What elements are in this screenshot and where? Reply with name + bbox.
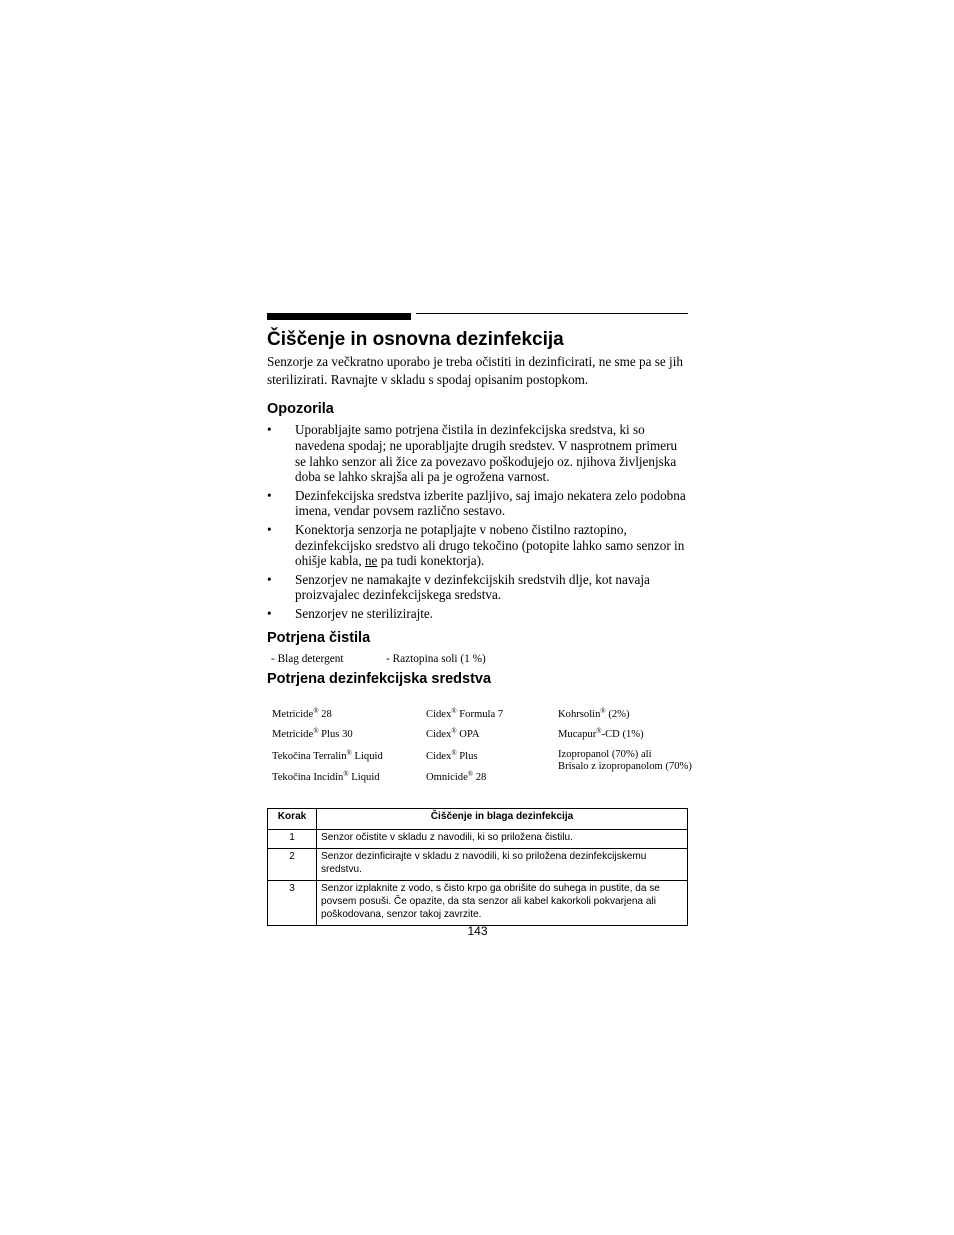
registered-mark: ® [451, 727, 457, 735]
registered-mark: ® [451, 707, 457, 715]
disinfectant-item [426, 772, 486, 784]
page-title: Čiščenje in osnovna dezinfekcija [267, 329, 564, 350]
step-text: Senzor izplaknite z vodo, s čisto krpo ga obrišite do suhega in pustite, da se povsem posuši. Če opazite, da sta senzor ali kabel kakorkoli pokvarjena ali poškodovana, senzor takoj zavrzite. [317, 881, 688, 926]
warning-text-after: pa tudi konektorja). [377, 553, 485, 569]
registered-mark: ® [467, 770, 474, 778]
disinfectant-item [272, 772, 380, 784]
disinfectant-suffix: Liquid [348, 772, 380, 783]
disinfectant-suffix: -CD (1%) [601, 729, 644, 740]
disinfectant-suffix: Formula 7 [456, 709, 504, 720]
bullet: • [267, 521, 272, 537]
disinfectant-suffix: Plus 30 [318, 729, 353, 740]
warning-text: Senzorjev ne sterilizirajte. [295, 605, 434, 621]
registered-mark: ® [596, 727, 602, 735]
warning-text-underlined: ne [364, 553, 378, 569]
warning-item [267, 422, 688, 485]
disinfectant-item-isopropanol [558, 749, 652, 761]
disinfectant-item [558, 729, 644, 741]
disinfectant-name: Kohrsolin [558, 709, 601, 720]
cleaners-list [271, 652, 486, 666]
cleaning-steps-table [267, 808, 688, 926]
warning-item [267, 488, 688, 520]
column-header-step: Korak [268, 809, 317, 830]
disinfectant-name: Brisalo z izopropanolom (70%) [558, 761, 692, 772]
disinfectant-item [272, 729, 353, 741]
registered-mark: ® [313, 727, 319, 735]
page-number: 143 [467, 924, 488, 938]
bullet: • [267, 571, 272, 587]
table-row [268, 829, 688, 849]
registered-mark: ® [451, 749, 457, 757]
warning-item [267, 522, 688, 569]
disinfectant-name: Omnicide [426, 772, 468, 783]
disinfectant-suffix: Liquid [351, 751, 383, 762]
disinfectant-name: Metricide [272, 709, 314, 720]
disinfectant-suffix: 28 [318, 709, 332, 720]
disinfectant-name: Tekočina Incidin [272, 772, 344, 783]
warning-text: Dezinfekcijska sredstva izberite pazljivo, saj imajo nekatera zelo podobna imena, vendar povsem različno sestavo. [295, 487, 686, 519]
disinfectant-item [426, 709, 503, 721]
disinfectant-item [558, 709, 630, 721]
step-number: 3 [268, 881, 317, 926]
warning-item [267, 606, 688, 622]
bullet: • [267, 422, 272, 437]
disinfectant-item [426, 751, 478, 763]
disinfectant-item [272, 751, 383, 763]
step-number: 2 [268, 849, 317, 881]
cleaner-item: - Blag detergent [271, 653, 344, 665]
disinfectant-name: Tekočina Terralin [272, 751, 347, 762]
disinfectant-name: Cidex [426, 751, 452, 762]
disinfectants-heading: Potrjena dezinfekcijska sredstva [267, 671, 492, 687]
table-header-row [268, 809, 688, 830]
disinfectant-item-isopropanol-wipe [558, 761, 692, 773]
disinfectant-suffix: 28 [473, 772, 487, 783]
step-number: 1 [268, 829, 317, 849]
warnings-heading: Opozorila [267, 401, 334, 417]
intro-paragraph: Senzorje za večkratno uporabo je treba očistiti in dezinficirati, ne sme pa se jih sterilizirati. Ravnajte v skladu s spodaj opisanim postopkom. [267, 354, 683, 387]
column-header-procedure: Čiščenje in blaga dezinfekcija [317, 809, 688, 830]
disinfectant-name: Mucapur [558, 729, 597, 740]
cleaners-heading: Potrjena čistila [267, 630, 371, 646]
table-row [268, 849, 688, 881]
warning-text: Senzorjev ne namakajte v dezinfekcijskih sredstvih dlje, kot navaja proizvajalec dezinfekcijskega sredstva. [295, 571, 650, 603]
disinfectant-name: Cidex [426, 709, 452, 720]
registered-mark: ® [313, 707, 319, 715]
cleaner-item: - Raztopina soli (1 %) [386, 653, 486, 665]
disinfectant-name: Izopropanol (70%) ali [558, 749, 652, 760]
disinfectant-suffix: Plus [456, 751, 478, 762]
disinfectant-name: Cidex [426, 729, 452, 740]
bullet: • [267, 605, 272, 621]
registered-mark: ® [600, 707, 606, 715]
warning-item [267, 572, 688, 604]
registered-mark: ® [346, 749, 352, 757]
step-text: Senzor dezinficirajte v skladu z navodili, ki so priložena dezinfekcijskemu sredstvu. [317, 849, 688, 881]
warnings-list [267, 422, 688, 624]
disinfectant-suffix: OPA [456, 729, 480, 740]
warning-text: Uporabljajte samo potrjena čistila in dezinfekcijska sredstva, ki so navedena spodaj; ne uporabljajte drugih sredstev. V nasprotnem primeru se lahko senzor ali žice za povezavo poškodujejo oz. njihova življenjska doba se lahko skrajša ali pa je ogrožena varnost. [295, 422, 678, 485]
disinfectant-name: Metricide [272, 729, 314, 740]
disinfectant-item [426, 729, 480, 741]
title-rule-thin [416, 313, 688, 314]
bullet: • [267, 487, 272, 503]
step-text: Senzor očistite v skladu z navodili, ki so priložena čistilu. [317, 829, 688, 849]
registered-mark: ® [343, 770, 349, 778]
disinfectant-item [272, 709, 332, 721]
table-row [268, 881, 688, 926]
disinfectant-suffix: (2%) [605, 709, 630, 720]
warning-text-before: Konektorja senzorja ne potapljajte v nobeno čistilno raztopino, dezinfekcijsko sredstvo ali drugo tekočino (potopite lahko samo senzor in ohišje kabla, [295, 521, 685, 569]
title-rule-thick [267, 313, 411, 320]
